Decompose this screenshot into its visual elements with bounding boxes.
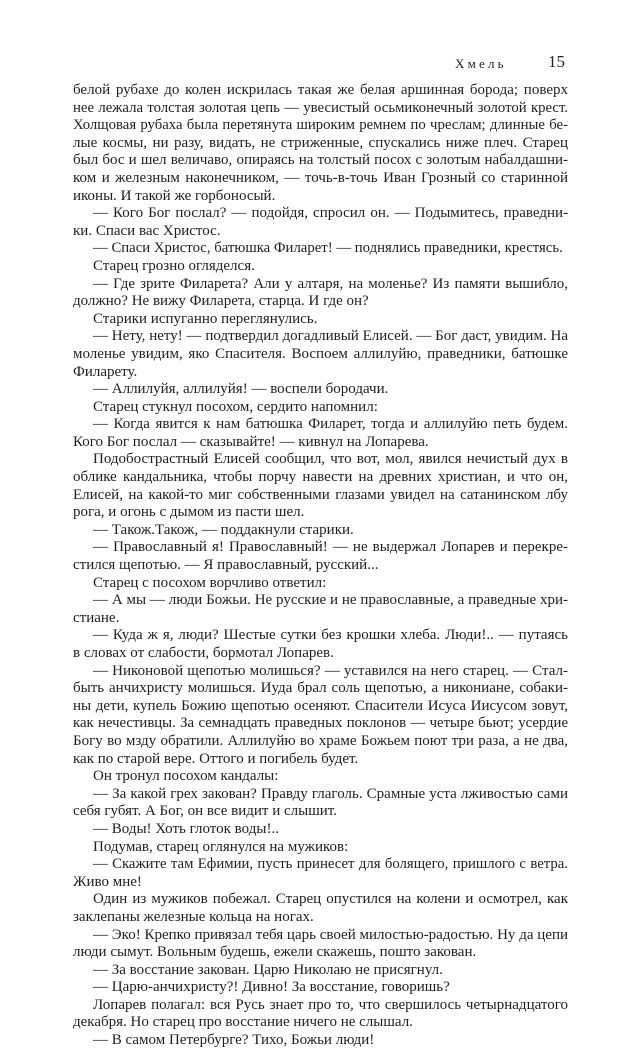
text-line: Старец грозно огляделся.	[93, 257, 255, 274]
text-line: — Скажите там Ефимии, пусть принесет для болящего, пришлого с ветра.	[93, 856, 568, 873]
text-line: облике кандальника, чтобы порчу навести на древних христиан, и что он,	[73, 469, 568, 486]
page-number: 15	[548, 52, 565, 71]
text-line: нее лежала толстая золотая цепь — увесистый осьмиконечный золотой крест.	[73, 99, 568, 116]
text-line: ны дети, купель Божию щепотью осеняют. Спасители Исуса Иисусом зовут,	[73, 697, 568, 714]
text-line: — Також.Також, — поддакнули старики.	[93, 521, 354, 538]
text-line: Лопарев полагал: вся Русь знает про то, что свершилось четырнадцатого	[93, 996, 568, 1013]
text-line: Елисей, на какой-то миг собственными глазами увидел на сатанинском лбу	[73, 486, 568, 503]
text-line: — Воды! Хоть глоток воды!..	[93, 820, 279, 837]
text-line: — Никоновой щепотью молишься? — уставился на него старец. — Стал-	[93, 662, 568, 679]
text-line: иконы. И такой же горбоносый.	[73, 187, 276, 204]
text-line: — Православный я! Православный! — не выдержал Лопарев и перекре-	[93, 539, 568, 556]
text-line: — Спаси Христос, батюшка Филарет! — поднялись праведники, крестясь.	[93, 240, 563, 257]
text-line: лые космы, ни разу, видать, не стриженные, спускались ниже плеч. Старец	[73, 134, 568, 151]
text-line: как по старой вере. Оттого и погибель будет.	[73, 750, 359, 767]
text-line: Живо мне!	[73, 873, 142, 890]
text-line: быть анчихристу молишься. Иуда брал соль щепотью, а никониане, собаки-	[73, 680, 568, 697]
text-line: ком и железным наконечником, — точь-в-точь Иван Грозный со старинной	[73, 169, 568, 186]
text-line: себя губят. А Бог, он все видит и слышит.	[73, 803, 337, 820]
text-line: декабря. Но старец про восстание ничего не слышал.	[73, 1014, 413, 1031]
text-body	[73, 82, 568, 1050]
text-line: моленье увидим, яко Спасителя. Воспоем аллилуйю, праведники, батюшке	[73, 345, 568, 362]
text-line: Филарету.	[73, 363, 138, 380]
text-line: — Куда ж я, люди? Шестые сутки без крошки хлеба. Люди!.. — путаясь	[93, 627, 568, 644]
text-line: — Кого Бог послал? — подойдя, спросил он. — Подымитесь, праведни-	[93, 205, 568, 222]
text-line: Один из мужиков побежал. Старец опустился на колени и осмотрел, как	[93, 891, 568, 908]
text-line: люди сымут. Вольным будешь, ежели скажешь, пошто закован.	[73, 944, 477, 961]
text-line: — Когда явится к нам батюшка Филарет, тогда и аллилуйю петь будем.	[93, 416, 568, 433]
text-line: — За какой грех закован? Правду глаголь. Срамные уста лживостью сами	[93, 785, 568, 802]
text-line: белой рубахе до колен искрилась такая же белая аршинная борода; поверх	[73, 82, 568, 98]
running-title: Хмель	[455, 56, 507, 71]
text-line: — Аллилуйя, аллилуйя! — воспели бородачи.	[93, 381, 389, 398]
text-line: в словах от слабости, бормотал Лопарев.	[73, 645, 334, 661]
text-line: — Царю-анчихристу?! Дивно! За восстание, говоришь?	[93, 979, 450, 996]
text-line: ки. Спаси вас Христос.	[73, 222, 221, 239]
text-line: Подумав, старец оглянулся на мужиков:	[93, 838, 349, 855]
text-line: Он тронул посохом кандалы:	[93, 768, 279, 785]
text-line: Старики испуганно переглянулись.	[93, 310, 318, 327]
text-line: — Нету, нету! — подтвердил догадливый Елисей. — Бог даст, увидим. На	[93, 328, 568, 345]
text-line: Старец стукнул посохом, сердито напомнил:	[93, 398, 378, 415]
text-line: Подобострастный Елисей сообщил, что вот, мол, явился нечистый дух в	[93, 451, 568, 468]
text-line: — За восстание закован. Царю Николаю не присягнул.	[93, 961, 443, 978]
text-line: заклепаны железные кольца на ногах.	[73, 908, 314, 925]
text-line: стиане.	[73, 609, 120, 626]
text-line: — Эко! Крепко привязал тебя царь своей милостью-радостью. Ну да цепи	[93, 926, 568, 943]
text-line: Старец с посохом ворчливо ответил:	[93, 574, 327, 591]
text-line: как нечестивцы. За семнадцать праведных поклонов — четыре бьют; усердие	[73, 715, 568, 732]
running-header	[0, 52, 644, 76]
text-line: Холщовая рубаха была перетянута широким ремнем по чреслам; длинные бе-	[73, 117, 568, 134]
text-line: Богу во мзду обратили. Аллилуйю во храме Божьем поют три раза, а не два,	[73, 732, 568, 749]
text-line: — А мы — люди Божьи. Не русские и не православные, а праведные хри-	[93, 592, 568, 609]
text-line: был бос и шел величаво, опираясь на толстый посох с золотым набалдашни-	[73, 152, 568, 169]
text-line: — В самом Петербурге? Тихо, Божьи люди!	[93, 1032, 375, 1049]
text-line: — Где зрите Филарета? Али у алтаря, на моленье? Из памяти вышибло,	[93, 275, 568, 292]
text-line: Кого Бог послал — сказывайте! — кивнул на Лопарева.	[73, 433, 429, 450]
text-line: стился щепотью. — Я православный, русский...	[73, 557, 379, 574]
text-line: рога, и огонь с дымом из пасти шел.	[73, 504, 305, 521]
text-line: должно? Не вижу Филарета, старца. И где он?	[73, 293, 369, 310]
